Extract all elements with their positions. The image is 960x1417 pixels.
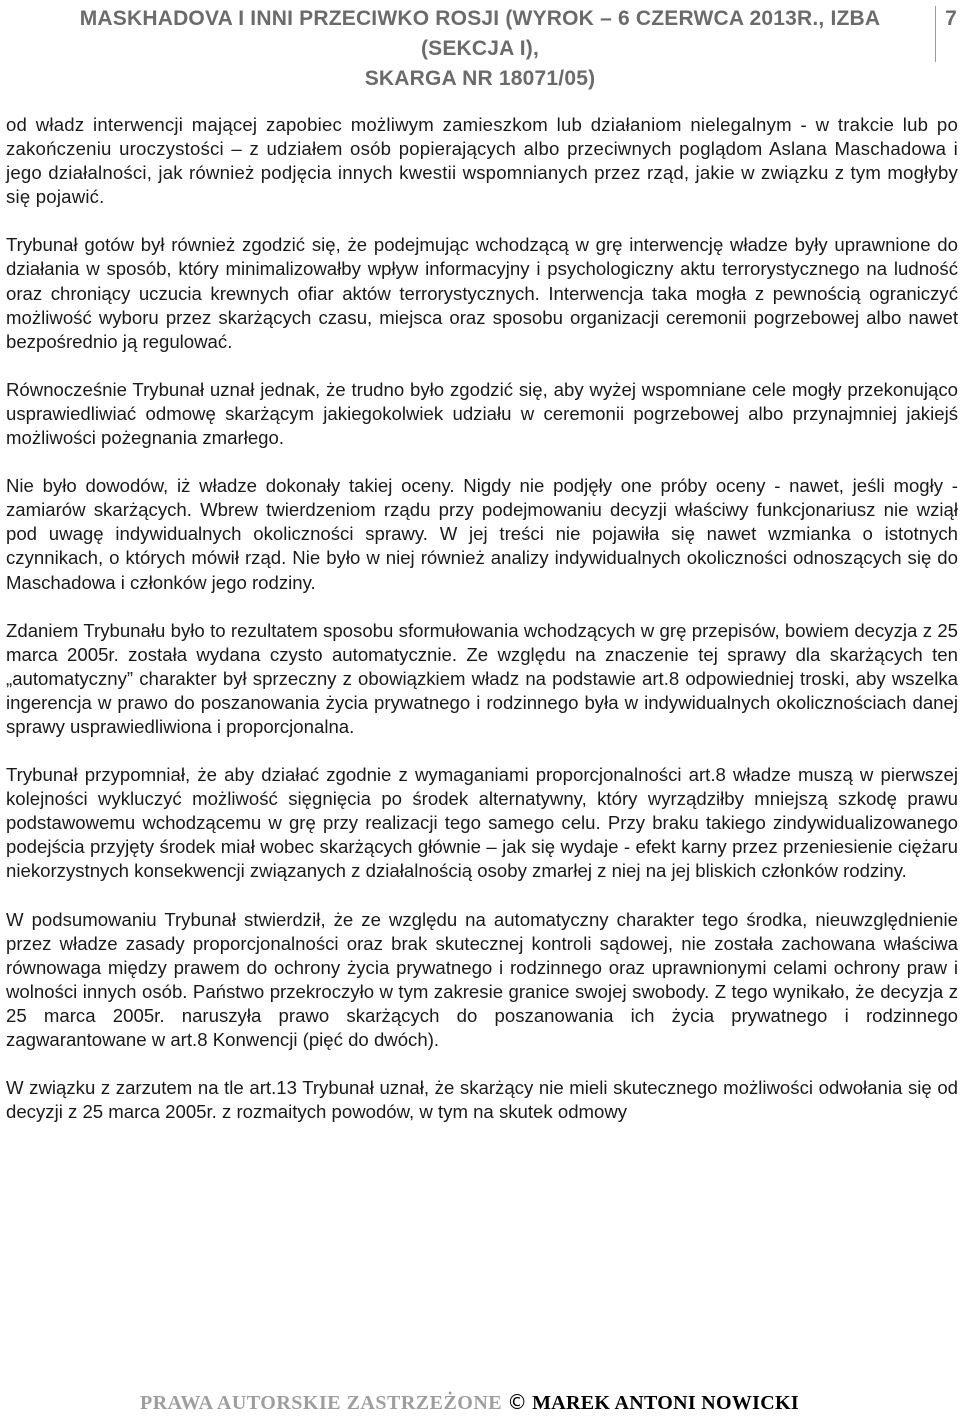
paragraph: W związku z zarzutem na tle art.13 Trybunał uznał, że skarżący nie mieli skutecznego możliwości odwołania się od decyzji z 25 marca 2005r. z rozmaitych powodów, w tym na skutek odmowy <box>6 1077 958 1123</box>
running-title-line-1: MASKHADOVA I INNI PRZECIWKO ROSJI (WYROK – 6 CZERWCA 2013R., IZBA (SEKCJA I), <box>79 7 881 60</box>
paragraph: W podsumowaniu Trybunał stwierdził, że ze względu na automatyczny charakter tego środka, nieuwzględnienie przez władze zasady proporcjonalności oraz brak skutecznej kontroli sądowej, nie została zachowana właściwa równowaga między prawem do ochrony życia prywatnego i rodzinnego oraz uprawnionymi celami ochrony praw i wolności innych osób. Państwo przekroczyło w tym zakresie granice swojej swobody. Z tego wynikało, że decyzja z 25 marca 2005r. naruszyła prawo skarżących do poszanowania ich życia prywatnego i rodzinnego zagwarantowane w art.8 Konwencji (pięć do dwóch). <box>6 908 958 1050</box>
paragraph: Równocześnie Trybunał uznał jednak, że trudno było zgodzić się, aby wyżej wspomniane cele mogły przekonująco usprawiedliwiać odmowę skarżącym jakiegokolwiek udziału w ceremonii pogrzebowej albo przynajmniej jakiejś możliwości pożegnania zmarłego. <box>6 378 958 449</box>
document-body <box>6 113 958 1124</box>
copyright-notice: PRAWA AUTORSKIE ZASTRZEŻONE <box>140 1392 503 1414</box>
paragraph: Trybunał przypomniał, że aby działać zgodnie z wymaganiami proporcjonalności art.8 władze muszą w pierwszej kolejności wykluczyć możliwość sięgnięcia po środek alternatywny, który wyrządziłby mniejszą szkodę prawu podstawowemu wchodzącemu w grę przy realizacji tego samego celu. Przy braku takiego zindywidualizowanego podejścia przyjęty środek miał wobec skarżących głównie – jak się wydaje - efekt karny przez przeniesienie ciężaru niekorzystnych konsekwencji związanych z działalnością osoby zmarłej z niej na jej bliskich członków rodziny. <box>6 764 958 882</box>
page-header <box>0 0 960 90</box>
paragraph: od władz interwencji mającej zapobiec możliwym zamieszkom lub działaniom nielegalnym - w trakcie lub po zakończeniu uroczystości – z udziałem osób popierających albo przeciwnych poglądom Aslana Maschadowa i jego działalności, jak również podjęcia innych kwestii wspomnianych przez rząd, jakie w związku z tym mogłyby się pojawić. <box>6 114 958 208</box>
paragraph: Nie było dowodów, iż władze dokonały takiej oceny. Nigdy nie podjęły one próby oceny - nawet, jeśli mogły - zamiarów skarżących. Wbrew twierdzeniom rządu przy podejmowaniu decyzji właściwy funkcjonariusz nie wziął pod uwagę indywidualnych okoliczności sprawy. W jej treści nie pojawiła się nawet wzmianka o istotnych czynnikach, o których mówił rząd. Nie było w niej również analizy indywidualnych okoliczności odnoszących się do Maschadowa i członków jego rodziny. <box>6 475 958 593</box>
copyright-symbol: © <box>507 1390 528 1414</box>
author-name: MAREK ANTONI NOWICKI <box>532 1392 799 1414</box>
page-number: 7 <box>945 7 957 30</box>
paragraph: Zdaniem Trybunału było to rezultatem sposobu sformułowania wchodzących w grę przepisów, bowiem decyzja z 25 marca 2005r. została wydana czysto automatycznie. Ze względu na znaczenie tej sprawy dla skarżących ten „automatyczny” charakter był sprzeczny z obowiązkiem władz na podstawie art.8 odpowiedniej troski, aby wszelka ingerencja w prawo do poszanowania życia prywatnego i rodzinnego była w indywidualnych okolicznościach danej sprawy usprawiedliwiona i proporcjonalna. <box>6 619 958 737</box>
page-footer <box>140 1389 930 1417</box>
header-divider <box>935 6 936 62</box>
paragraph: Trybunał gotów był również zgodzić się, że podejmując wchodzącą w grę interwencję władze były uprawnione do działania w sposób, który minimalizowałby wpływ informacyjny i psychologiczny aktu terrorystycznego na ludność oraz chroniący uczucia krewnych ofiar aktów terrorystycznych. Interwencja taka mogła z pewnością ograniczyć możliwość wyboru przez skarżących czasu, miejsca oraz sposobu organizacji ceremonii pogrzebowej albo nawet bezpośrednio ją regulować. <box>6 234 958 352</box>
running-title-line-2: SKARGA NR 18071/05) <box>364 67 596 90</box>
running-title <box>40 4 920 94</box>
